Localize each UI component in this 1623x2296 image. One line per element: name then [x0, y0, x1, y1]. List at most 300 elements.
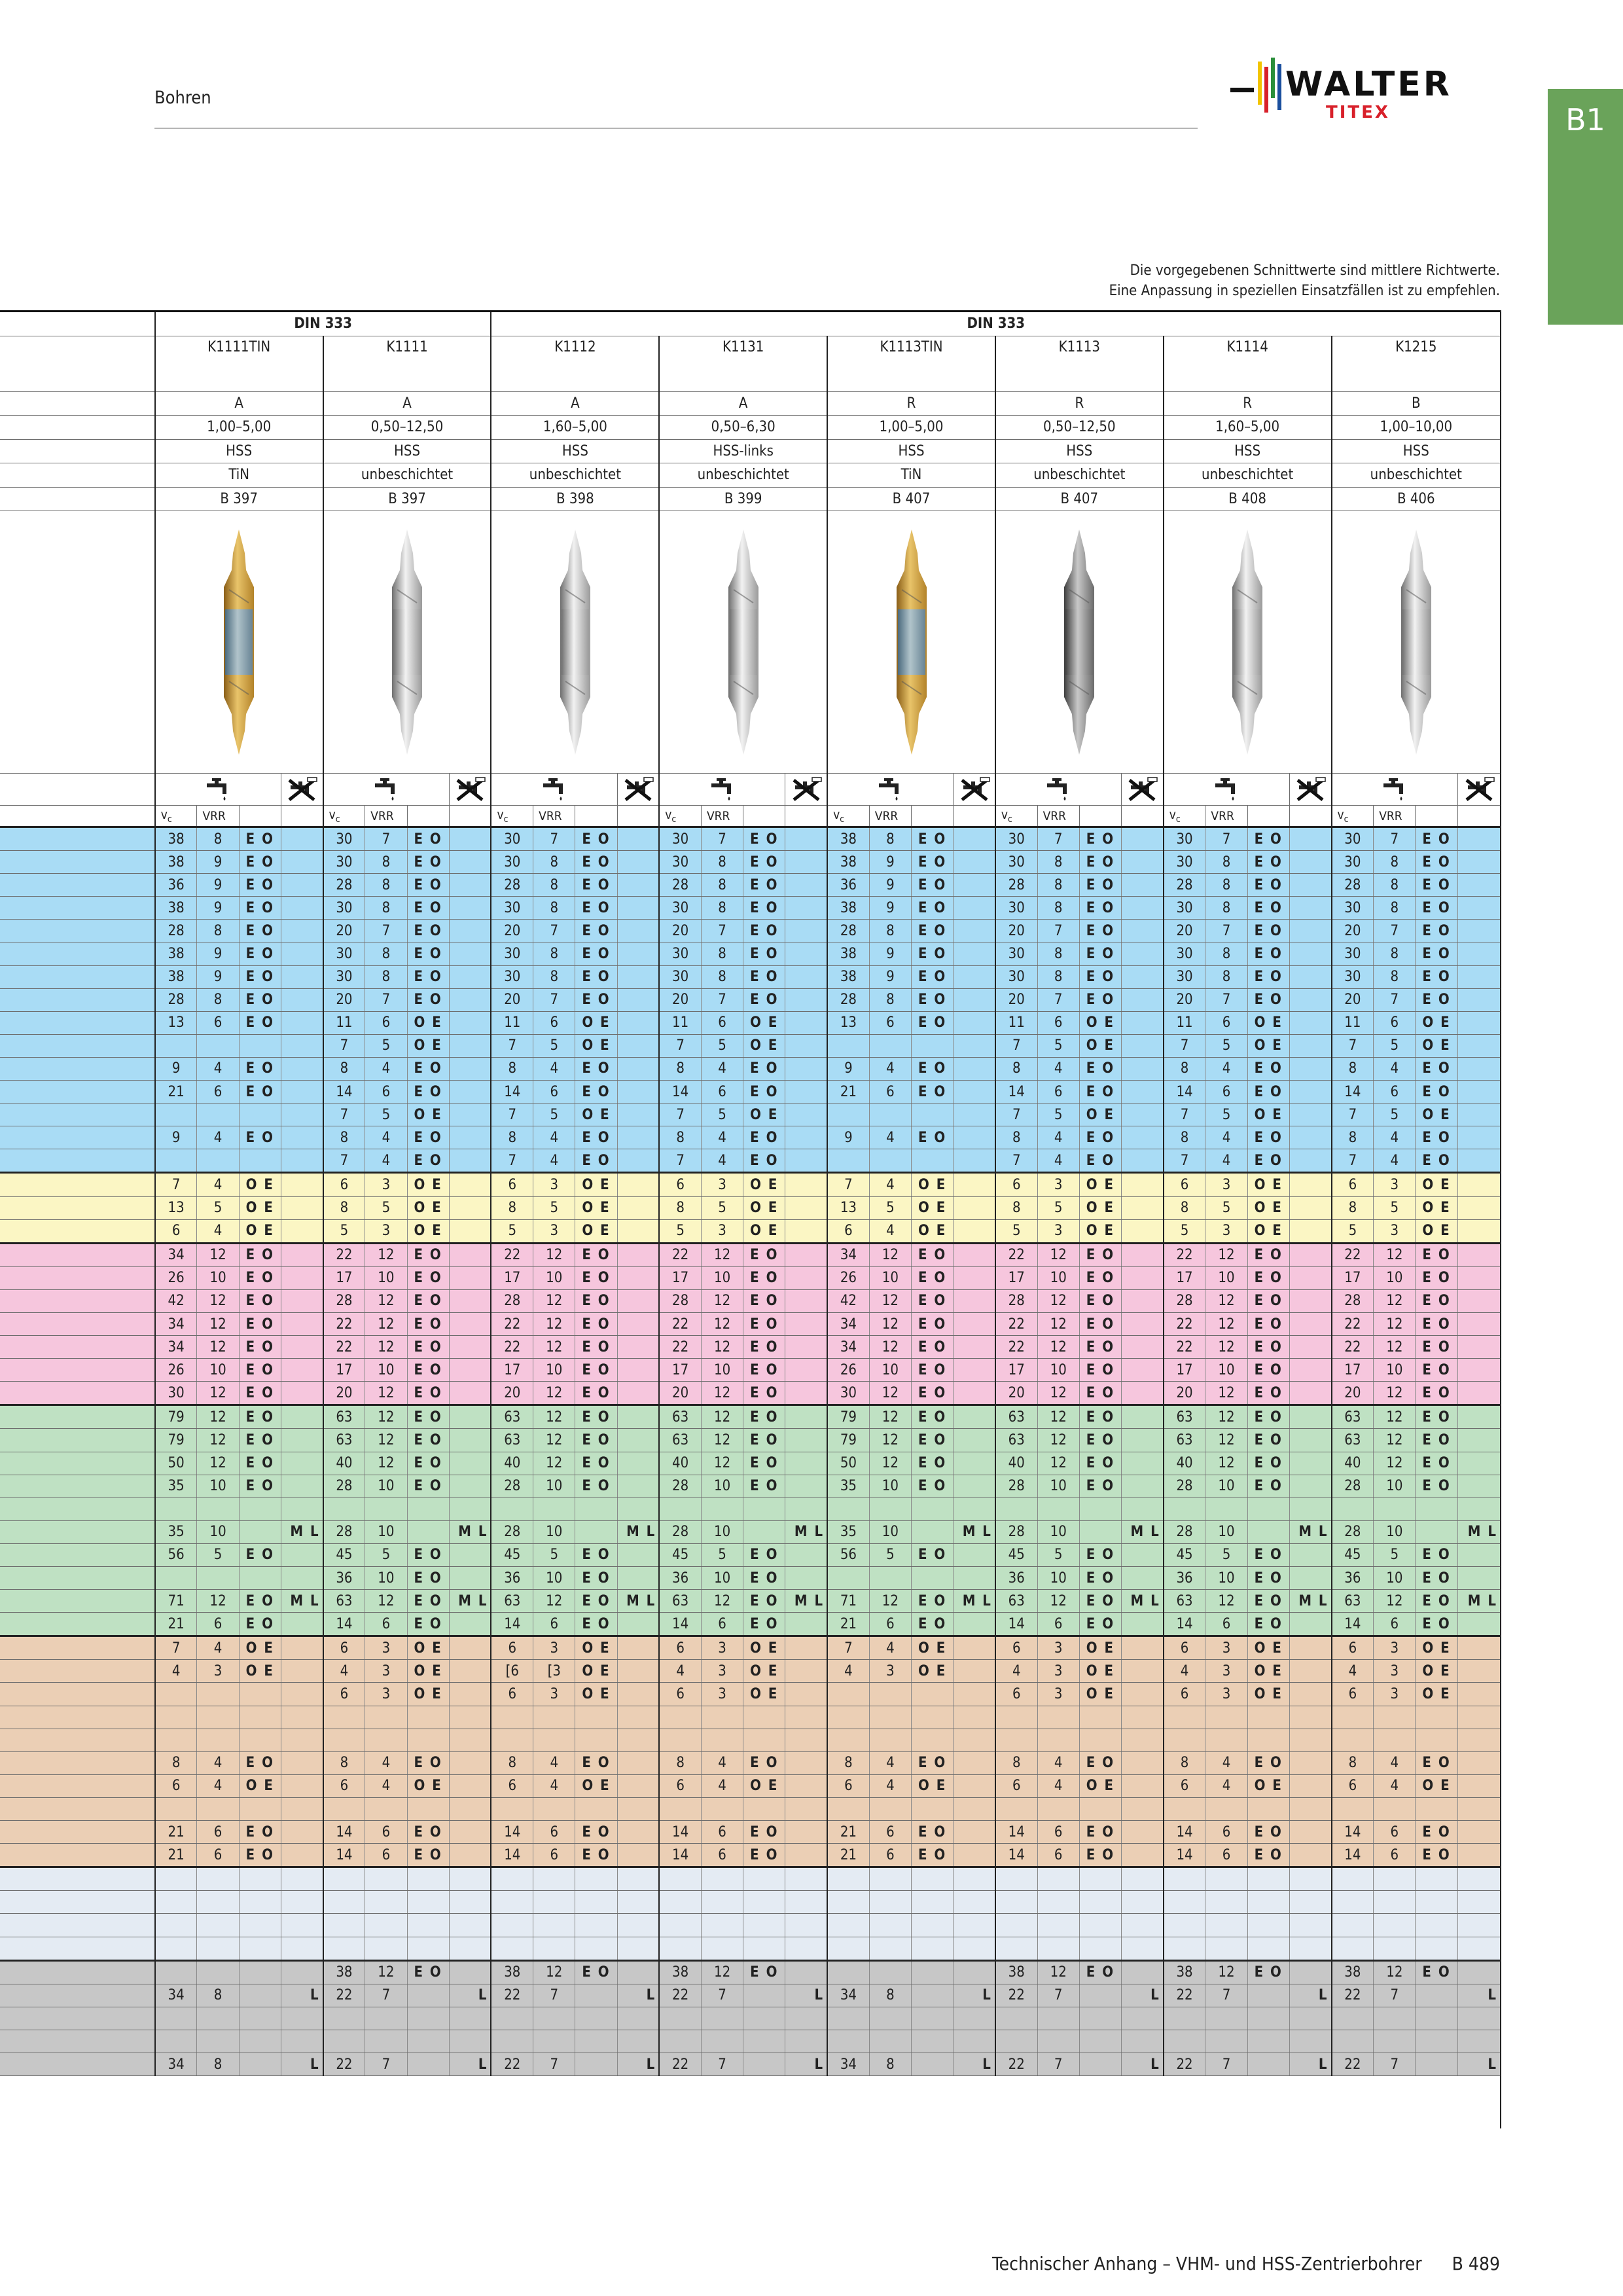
coolant-code: E O: [1247, 988, 1289, 1011]
vc-value: 63: [995, 1429, 1037, 1452]
ml-code: [1457, 1126, 1500, 1149]
catalog-page-link[interactable]: B 406: [1332, 487, 1500, 511]
vrr-value: [365, 2007, 407, 2030]
coolant-code: E O: [1079, 1590, 1121, 1613]
product-range: 1,60–5,00: [491, 416, 659, 440]
row-label-cell: [0, 1774, 155, 1797]
coolant-code: E O: [575, 874, 617, 897]
vc-value: 6: [1332, 1683, 1374, 1706]
vrr-header: VRR: [1205, 806, 1247, 827]
ml-code: [1122, 827, 1164, 851]
vrr-value: 8: [197, 988, 239, 1011]
row-label-cell: [0, 920, 155, 942]
vc-value: 45: [995, 1543, 1037, 1566]
vc-value: 8: [1332, 1196, 1374, 1219]
vc-value: 34: [155, 1312, 197, 1335]
vrr-value: 12: [1374, 1243, 1416, 1266]
coolant-code: [912, 1914, 954, 1937]
coolant-code: E O: [1079, 1081, 1121, 1103]
vrr-value: 6: [701, 1081, 743, 1103]
ml-code: [785, 827, 827, 851]
vrr-value: 10: [869, 1475, 911, 1498]
vc-header: [1332, 806, 1374, 827]
ml-code: [281, 827, 323, 851]
vrr-value: [1374, 1937, 1416, 1960]
ml-code: [1289, 1336, 1331, 1359]
coolant-code: O E: [575, 1219, 617, 1243]
ml-code: [1289, 1914, 1331, 1937]
vrr-value: 10: [1374, 1266, 1416, 1289]
vc-value: 40: [995, 1452, 1037, 1475]
data-row: [0, 1984, 1500, 2007]
vc-value: 14: [323, 1081, 365, 1103]
data-row: [0, 1729, 1500, 1751]
ml-code: [1122, 1660, 1164, 1683]
ml-code: [1289, 1821, 1331, 1844]
vc-value: 4: [827, 1660, 869, 1683]
coolant-code: O E: [239, 1636, 281, 1660]
product-material: HSS: [155, 439, 323, 463]
vc-value: [995, 1914, 1037, 1937]
vc-value: 8: [1164, 1751, 1205, 1774]
vrr-value: 3: [1374, 1683, 1416, 1706]
vc-value: 22: [995, 2053, 1037, 2075]
vc-value: 30: [491, 965, 533, 988]
coolant-code: [407, 2053, 449, 2075]
vc-value: 8: [659, 1126, 701, 1149]
vrr-value: 5: [1037, 1543, 1079, 1566]
vrr-value: [1374, 1729, 1416, 1751]
vc-subscript: c: [167, 814, 172, 825]
ml-code: [1289, 1057, 1331, 1080]
vc-value: 30: [659, 851, 701, 874]
coolant-code: E O: [407, 1149, 449, 1173]
row-label-cell: [0, 1937, 155, 1960]
vc-value: 6: [1332, 1774, 1374, 1797]
coolant-code: O E: [743, 1173, 785, 1196]
vrr-value: [701, 1867, 743, 1891]
ml-code: [1457, 1475, 1500, 1498]
coolant-code: E O: [239, 874, 281, 897]
vc-value: 17: [491, 1359, 533, 1382]
vc-value: [659, 1498, 701, 1520]
vrr-value: 3: [1037, 1683, 1079, 1706]
ml-code: [1457, 1149, 1500, 1173]
ml-code: [1289, 827, 1331, 851]
coolant-icon: [197, 774, 239, 806]
vc-value: 36: [995, 1567, 1037, 1590]
coolant-code: [407, 1498, 449, 1520]
row-label-cell: [0, 463, 155, 488]
ml-code: [1289, 1452, 1331, 1475]
vrr-value: 8: [365, 874, 407, 897]
vrr-value: 12: [197, 1452, 239, 1475]
vc-value: [995, 1937, 1037, 1960]
vrr-value: 10: [869, 1359, 911, 1382]
coolant-code: O E: [1079, 1774, 1121, 1797]
ml-code: [1457, 920, 1500, 942]
catalog-page-link[interactable]: B 407: [995, 487, 1164, 511]
vc-value: 8: [323, 1126, 365, 1149]
product-range: 1,00–5,00: [155, 416, 323, 440]
vc-value: [827, 1683, 869, 1706]
header-spacer: [407, 806, 449, 827]
ml-code: [449, 942, 491, 965]
ml-code: [785, 1266, 827, 1289]
vc-value: 38: [1164, 1960, 1205, 1984]
vc-value: 22: [659, 2053, 701, 2075]
ml-code: [1457, 1891, 1500, 1914]
row-label-cell: [0, 1312, 155, 1335]
vrr-value: 8: [197, 1984, 239, 2007]
vrr-value: 8: [701, 942, 743, 965]
vc-value: 7: [827, 1173, 869, 1196]
vrr-value: 8: [1205, 851, 1247, 874]
vrr-value: 7: [1205, 2053, 1247, 2075]
coolant-code: [1079, 1520, 1121, 1543]
vrr-value: [869, 1960, 911, 1984]
vrr-value: 12: [365, 1960, 407, 1984]
coolant-code: E O: [575, 1960, 617, 1984]
ml-code: [954, 1266, 995, 1289]
vc-value: 63: [1164, 1405, 1205, 1429]
vrr-value: 4: [1374, 1057, 1416, 1080]
dry-machining-icon: [1457, 774, 1500, 806]
vc-value: 63: [323, 1405, 365, 1429]
vrr-value: 5: [869, 1543, 911, 1566]
ml-code: L: [449, 1984, 491, 2007]
coolant-code: E O: [1079, 1960, 1121, 1984]
vrr-value: [701, 2030, 743, 2053]
catalog-page-link[interactable]: B 397: [323, 487, 491, 511]
coolant-code: O E: [1416, 1219, 1457, 1243]
ml-code: [1122, 1312, 1164, 1335]
data-row: [0, 1914, 1500, 1937]
ml-code: [1122, 2030, 1164, 2053]
vrr-value: 3: [1205, 1683, 1247, 1706]
vrr-value: [1037, 1867, 1079, 1891]
product-coating: unbeschichtet: [1164, 463, 1332, 488]
vc-value: 36: [491, 1567, 533, 1590]
coolant-code: O E: [1247, 1034, 1289, 1057]
vrr-value: 12: [533, 1312, 575, 1335]
coolant-code: [743, 1706, 785, 1729]
coolant-code: E O: [1247, 874, 1289, 897]
row-label-cell: [0, 1498, 155, 1520]
vc-value: 22: [1164, 1312, 1205, 1335]
vc-value: 7: [1164, 1149, 1205, 1173]
icon-spacer: [995, 774, 1037, 806]
coolant-code: E O: [1416, 1382, 1457, 1405]
vc-value: 20: [1332, 1382, 1374, 1405]
vrr-value: 5: [533, 1034, 575, 1057]
vc-value: 17: [659, 1266, 701, 1289]
coolant-code: O E: [407, 1774, 449, 1797]
product-name: K1111TIN: [155, 336, 323, 391]
data-row: [0, 1011, 1500, 1034]
vrr-value: [1037, 1937, 1079, 1960]
ml-code: [449, 1057, 491, 1080]
ml-code: [785, 1960, 827, 1984]
vc-value: 34: [827, 1336, 869, 1359]
coolant-code: E O: [743, 1336, 785, 1359]
ml-code: [785, 1636, 827, 1660]
coolant-code: [743, 1914, 785, 1937]
vc-value: 22: [995, 1336, 1037, 1359]
vc-value: 17: [1164, 1359, 1205, 1382]
coolant-code: O E: [1416, 1196, 1457, 1219]
vc-value: [1332, 2030, 1374, 2053]
row-label-cell: [0, 1891, 155, 1914]
coolant-code: O E: [1416, 1636, 1457, 1660]
vc-value: 14: [659, 1081, 701, 1103]
vrr-value: 4: [365, 1126, 407, 1149]
vc-value: 20: [1164, 988, 1205, 1011]
vc-value: 4: [1332, 1660, 1374, 1683]
vc-value: 14: [995, 1613, 1037, 1636]
vc-label: v: [497, 807, 504, 822]
vrr-value: 6: [1037, 1613, 1079, 1636]
icon-spacer: [659, 774, 701, 806]
ml-code: [954, 1312, 995, 1335]
vc-value: 6: [491, 1774, 533, 1797]
vc-value: [155, 1498, 197, 1520]
catalog-page-link[interactable]: B 398: [491, 487, 659, 511]
coolant-code: [239, 1149, 281, 1173]
ml-code: M L: [281, 1520, 323, 1543]
vrr-value: 4: [197, 1219, 239, 1243]
ml-code: [281, 1774, 323, 1797]
ml-code: [1289, 851, 1331, 874]
vrr-value: 10: [1374, 1475, 1416, 1498]
ml-code: [449, 1844, 491, 1867]
ml-code: [617, 1405, 659, 1429]
coolant-code: [407, 2030, 449, 2053]
vc-value: 22: [323, 2053, 365, 2075]
vrr-value: [533, 1706, 575, 1729]
ml-code: [954, 965, 995, 988]
product-coating: TiN: [827, 463, 995, 488]
vc-value: 5: [491, 1219, 533, 1243]
vc-value: [827, 1149, 869, 1173]
vc-value: 8: [659, 1196, 701, 1219]
vc-value: 34: [155, 2053, 197, 2075]
vc-value: [995, 2030, 1037, 2053]
vrr-value: 6: [1374, 1011, 1416, 1034]
vrr-value: 9: [869, 942, 911, 965]
ml-code: [1457, 1774, 1500, 1797]
vc-value: [1164, 1867, 1205, 1891]
vc-value: [1164, 2007, 1205, 2030]
coolant-code: E O: [239, 965, 281, 988]
ml-code: [1289, 1429, 1331, 1452]
attribute-row-form: [0, 391, 1500, 416]
vc-value: 21: [155, 1081, 197, 1103]
catalog-page-link[interactable]: B 399: [659, 487, 827, 511]
vrr-value: 7: [533, 827, 575, 851]
vrr-value: 10: [1374, 1520, 1416, 1543]
coolant-code: E O: [1079, 897, 1121, 920]
vrr-value: 5: [701, 1196, 743, 1219]
vc-value: 63: [323, 1429, 365, 1452]
coolant-code: E O: [743, 1057, 785, 1080]
vc-value: 21: [155, 1613, 197, 1636]
vrr-value: 12: [197, 1243, 239, 1266]
coolant-code: E O: [912, 988, 954, 1011]
vc-value: 28: [995, 874, 1037, 897]
ml-code: [281, 1173, 323, 1196]
din-group-header: DIN 333: [491, 312, 1500, 336]
vrr-value: 8: [365, 942, 407, 965]
ml-code: [281, 988, 323, 1011]
data-row: [0, 1336, 1500, 1359]
data-row: [0, 1636, 1500, 1660]
vc-value: 45: [1164, 1543, 1205, 1566]
vrr-value: 8: [701, 874, 743, 897]
coolant-code: E O: [239, 1266, 281, 1289]
catalog-page-link[interactable]: B 408: [1164, 487, 1332, 511]
ml-code: [281, 2030, 323, 2053]
ml-code: [954, 1382, 995, 1405]
coolant-code: E O: [407, 1429, 449, 1452]
vc-value: [827, 1498, 869, 1520]
vc-value: 11: [995, 1011, 1037, 1034]
ml-code: [954, 1937, 995, 1960]
header-spacer: [912, 806, 954, 827]
center-drill-image: [156, 511, 323, 773]
vc-value: 28: [1164, 1475, 1205, 1498]
ml-code: [1122, 1891, 1164, 1914]
coolant-code: [575, 1498, 617, 1520]
ml-code: [449, 1382, 491, 1405]
vc-value: 28: [995, 1289, 1037, 1312]
ml-code: [1289, 2007, 1331, 2030]
ml-code: [1289, 1567, 1331, 1590]
vc-value: 38: [491, 1960, 533, 1984]
vc-value: 13: [827, 1196, 869, 1219]
vrr-value: 8: [1037, 897, 1079, 920]
product-coating: unbeschichtet: [491, 463, 659, 488]
coolant-icon-row: [0, 774, 1500, 806]
coolant-code: E O: [407, 1475, 449, 1498]
vc-value: 30: [491, 897, 533, 920]
vc-header: [155, 806, 197, 827]
coolant-code: E O: [1079, 1821, 1121, 1844]
ml-code: [1457, 1289, 1500, 1312]
ml-code: [954, 1960, 995, 1984]
ml-code: [954, 1821, 995, 1844]
coolant-code: [743, 1797, 785, 1820]
vrr-value: [1037, 2007, 1079, 2030]
row-label-cell: [0, 1960, 155, 1984]
coolant-code: O E: [743, 1103, 785, 1126]
vc-value: 8: [659, 1057, 701, 1080]
row-label-cell: [0, 1797, 155, 1820]
ml-code: [617, 1011, 659, 1034]
vc-value: 6: [659, 1636, 701, 1660]
coolant-code: [1079, 1984, 1121, 2007]
ml-code: [1457, 1011, 1500, 1034]
vc-value: 22: [1164, 1336, 1205, 1359]
ml-code: [954, 988, 995, 1011]
ml-code: [1122, 1405, 1164, 1429]
ml-code: [281, 851, 323, 874]
data-row: [0, 1960, 1500, 1984]
ml-code: [1289, 988, 1331, 1011]
vc-value: 6: [491, 1173, 533, 1196]
coolant-code: E O: [743, 1844, 785, 1867]
ml-code: [1122, 1683, 1164, 1706]
ml-code: [449, 1867, 491, 1891]
ml-code: [449, 1613, 491, 1636]
vc-value: [323, 1867, 365, 1891]
coolant-code: E O: [407, 897, 449, 920]
vrr-value: 12: [1205, 1429, 1247, 1452]
ml-code: [1122, 1034, 1164, 1057]
vc-value: 20: [1332, 920, 1374, 942]
vrr-value: 12: [365, 1382, 407, 1405]
vc-value: 38: [659, 1960, 701, 1984]
coolant-code: E O: [912, 1429, 954, 1452]
row-label-cell: [0, 1475, 155, 1498]
coolant-code: E O: [912, 965, 954, 988]
coolant-code: [743, 1984, 785, 2007]
row-label-cell: [0, 1520, 155, 1543]
vc-value: 79: [155, 1405, 197, 1429]
coolant-code: E O: [743, 1243, 785, 1266]
center-drill-image: [1164, 511, 1331, 773]
ml-code: [1457, 897, 1500, 920]
coolant-code: O E: [239, 1660, 281, 1683]
coolant-code: E O: [239, 1057, 281, 1080]
vc-value: 5: [995, 1219, 1037, 1243]
vrr-value: 8: [533, 851, 575, 874]
vc-header: [1164, 806, 1205, 827]
vc-value: 14: [659, 1821, 701, 1844]
vrr-value: 6: [1374, 1081, 1416, 1103]
coolant-code: [1416, 1914, 1457, 1937]
data-row: [0, 1543, 1500, 1566]
row-label-cell: [0, 1289, 155, 1312]
vc-value: 30: [1164, 965, 1205, 988]
ml-code: [1122, 1266, 1164, 1289]
vc-value: 21: [155, 1844, 197, 1867]
catalog-page-link[interactable]: B 407: [827, 487, 995, 511]
vc-value: [1164, 2030, 1205, 2053]
coolant-code: E O: [239, 897, 281, 920]
ml-code: [449, 1359, 491, 1382]
coolant-code: E O: [743, 1149, 785, 1173]
note-line-1: Die vorgegebenen Schnittwerte sind mittlere Richtwerte.: [1130, 262, 1500, 279]
vrr-value: 12: [1037, 1289, 1079, 1312]
vrr-value: [197, 1683, 239, 1706]
ml-code: [1457, 1960, 1500, 1984]
ml-code: [954, 1081, 995, 1103]
tool-image-cell: [1332, 511, 1500, 774]
catalog-page-link[interactable]: B 397: [155, 487, 323, 511]
vc-value: 9: [155, 1126, 197, 1149]
vc-value: 45: [1332, 1543, 1374, 1566]
ml-code: [449, 1543, 491, 1566]
coolant-code: E O: [1416, 1149, 1457, 1173]
vrr-value: 3: [1037, 1636, 1079, 1660]
vrr-value: [1037, 1891, 1079, 1914]
header-spacer: [575, 806, 617, 827]
ml-code: [785, 1126, 827, 1149]
vrr-value: 12: [701, 1960, 743, 1984]
vc-value: 22: [491, 1243, 533, 1266]
vrr-value: 3: [1205, 1173, 1247, 1196]
